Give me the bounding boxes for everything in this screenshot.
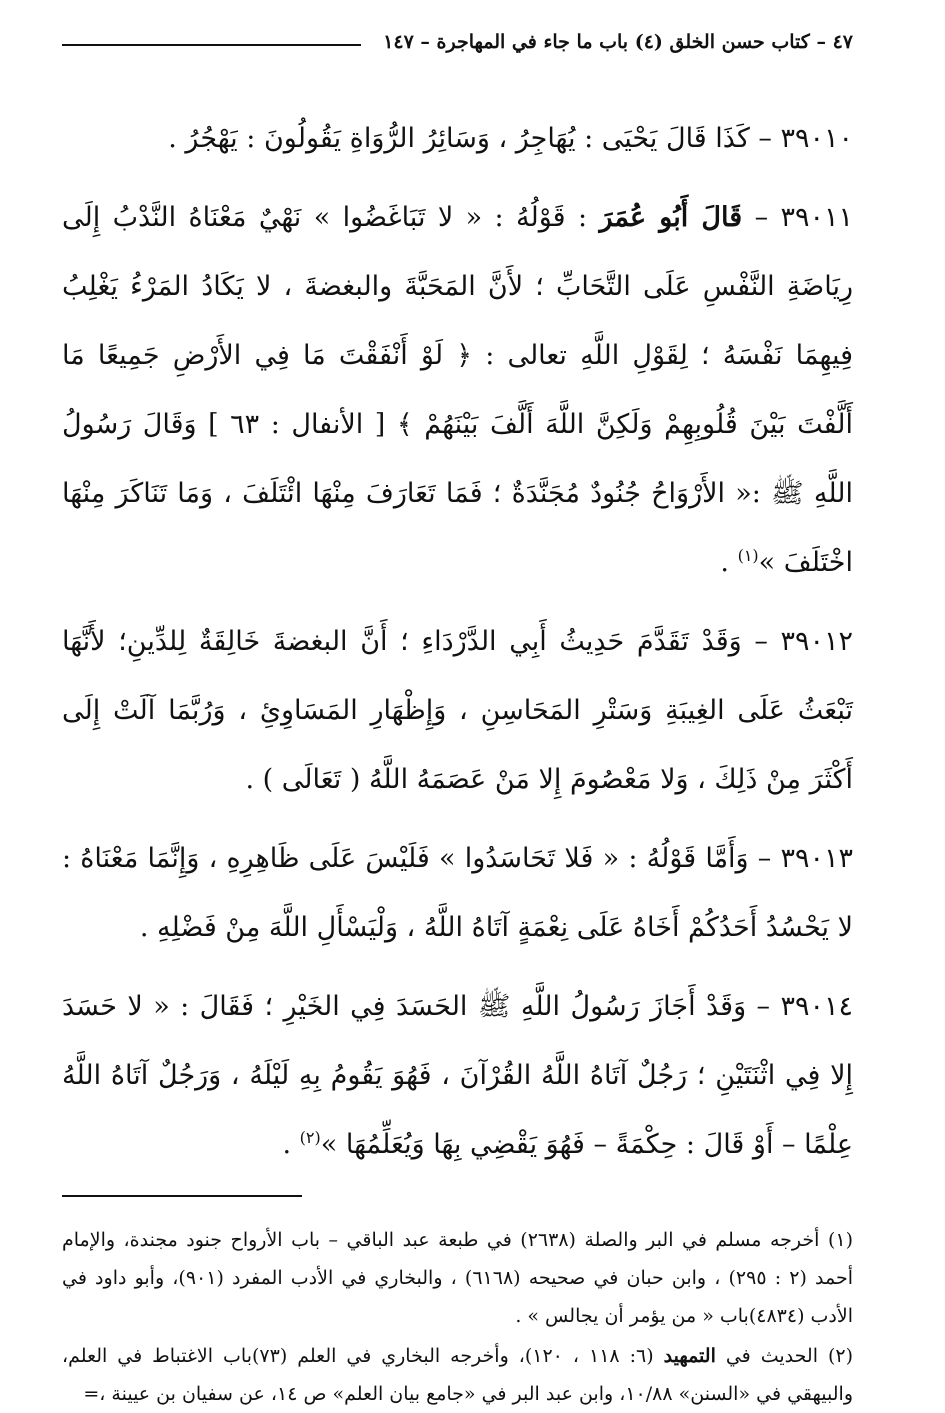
paragraph-text: : قَوْلُهُ : « لا تَبَاغَضُوا » نَهْيٌ مَعْنَاهُ النَّدْبُ إِلَى رِيَاضَةِ النَّفْسِ عَلَى التَّحَابِّ ؛ لأَنَّ المَحَبَّةَ والبغضةَ ، لا يَكَادُ المَرْءُ يَغْلِبُ فِيهِمَا نَفْسَهُ ؛ لِقَوْلِ اللَّهِ تعالى : ﴿ لَوْ أَنْفَقْتَ مَا فِي الأَرْضِ جَمِيعًا مَا أَلَّفْتَ بَيْنَ قُلُوبِهِمْ وَلَكِنَّ اللَّهَ أَلَّفَ بَيْنَهُمْ ﴾ [ الأنفال : ٦٣ ] وَقَالَ رَسُولُ اللَّهِ ﷺ :« الأَرْوَاحُ جُنُودٌ مُجَنَّدَةٌ ؛ فَمَا تَعَارَفَ مِنْهَا ائْتَلَفَ ، وَمَا تَنَاكَرَ مِنْهَا اخْتَلَفَ » [62,202,853,578]
paragraph-number: ٣٩٠١١ – [754,202,853,233]
paragraph-text: ٣٩٠١٣ – وَأَمَّا قَوْلُهُ : « فَلا تَحَاسَدُوا » فَلَيْسَ عَلَى ظَاهِرِهِ ، وَإِنَّمَا مَعْنَاهُ : لا يَحْسُدُ أَحَدُكُمْ أَخَاهُ عَلَى نِعْمَةٍ آتَاهُ اللَّهُ ، وَلْيَسْأَلِ اللَّهَ مِنْ فَضْلِهِ . [62,843,853,943]
footnote-2 [62,1337,853,1413]
paragraph-text: ٣٩٠١٠ – كَذَا قَالَ يَحْيَى : يُهَاجِرُ ، وَسَائِرُ الرُّوَاةِ يَقُولُونَ : يَهْجُرُ . [168,123,853,154]
speaker-heading: قَالَ أَبُو عُمَرَ [599,202,743,233]
paragraph-39014 [62,972,853,1179]
main-text [62,104,853,1179]
footnotes [62,1221,853,1413]
paragraph-39013 [62,824,853,962]
footnote-text: (١) أخرجه مسلم في البر والصلة (٢٦٣٨) في طبعة عبد الباقي – باب الأرواح جنود مجندة، والإمام أحمد (٢ : ٢٩٥) ، وابن حبان في صحيحه (٦١٦٨) ، والبخاري في الأدب المفرد (٩٠١)، وأبو داود في الأدب (٤٨٣٤)باب « من يؤمر أن يجالس » . [62,1229,853,1327]
footnote-separator [62,1195,302,1197]
paragraph-text: ٣٩٠١٤ – وَقَدْ أَجَازَ رَسُولُ اللَّهِ ﷺ الحَسَدَ فِي الخَيْرِ ؛ فَقَالَ : « لا حَسَدَ إِلا فِي اثْنَتَيْنِ ؛ رَجُلٌ آتَاهُ اللَّهُ القُرْآنَ ، فَهُوَ يَقُومُ بِهِ لَيْلَهُ ، وَرَجُلٌ آتَاهُ اللَّهُ عِلْمًا – أَوْ قَالَ : حِكْمَةً – فَهُوَ يَقْضِي بِهَا وَيُعَلِّمُهَا » [62,991,853,1160]
header-rule [62,44,361,46]
footnote-marker: (٢) [299,1128,321,1147]
running-header [62,22,853,62]
paragraph-text: ٣٩٠١٢ – وَقَدْ تَقَدَّمَ حَدِيثُ أَبِي الدَّرْدَاءِ ؛ أَنَّ البغضةَ خَالِقَةٌ لِلدِّينِ؛ لأَنَّهَا تَبْعَثُ عَلَى الغِيبَةِ وَسَتْرِ المَحَاسِنِ ، وَإِظْهَارِ المَسَاوِئِ ، وَرُبَّمَا آلَتْ إِلَى أَكْثَرَ مِنْ ذَلِكَ ، وَلا مَعْصُومَ إِلا مَنْ عَصَمَهُ اللَّهُ ( تَعَالَى ) . [62,626,853,795]
paragraph-39011 [62,183,853,597]
footnote-book-title: التمهيد [663,1345,716,1367]
paragraph-tail: . [720,547,738,578]
paragraph-39010 [62,104,853,173]
footnote-marker: (١) [737,546,759,565]
header-title: ٤٧ – كتاب حسن الخلق (٤) باب ما جاء في المهاجرة – ١٤٧ [383,31,853,53]
footnote-text: (٦: ١١٨ ، ١٢٠)، وأخرجه البخاري في العلم (٧٣)باب الاغتباط في العلم، والبيهقي في «السنن» ١٠/٨٨، وابن عبد البر في «جامع بيان العلم» ص ١٤، عن سفيان بن عيينة ،= [62,1345,853,1405]
paragraph-39012 [62,607,853,814]
footnote-1 [62,1221,853,1335]
footnote-prefix: (٢) الحديث في [715,1345,854,1367]
paragraph-tail: . [282,1129,300,1160]
